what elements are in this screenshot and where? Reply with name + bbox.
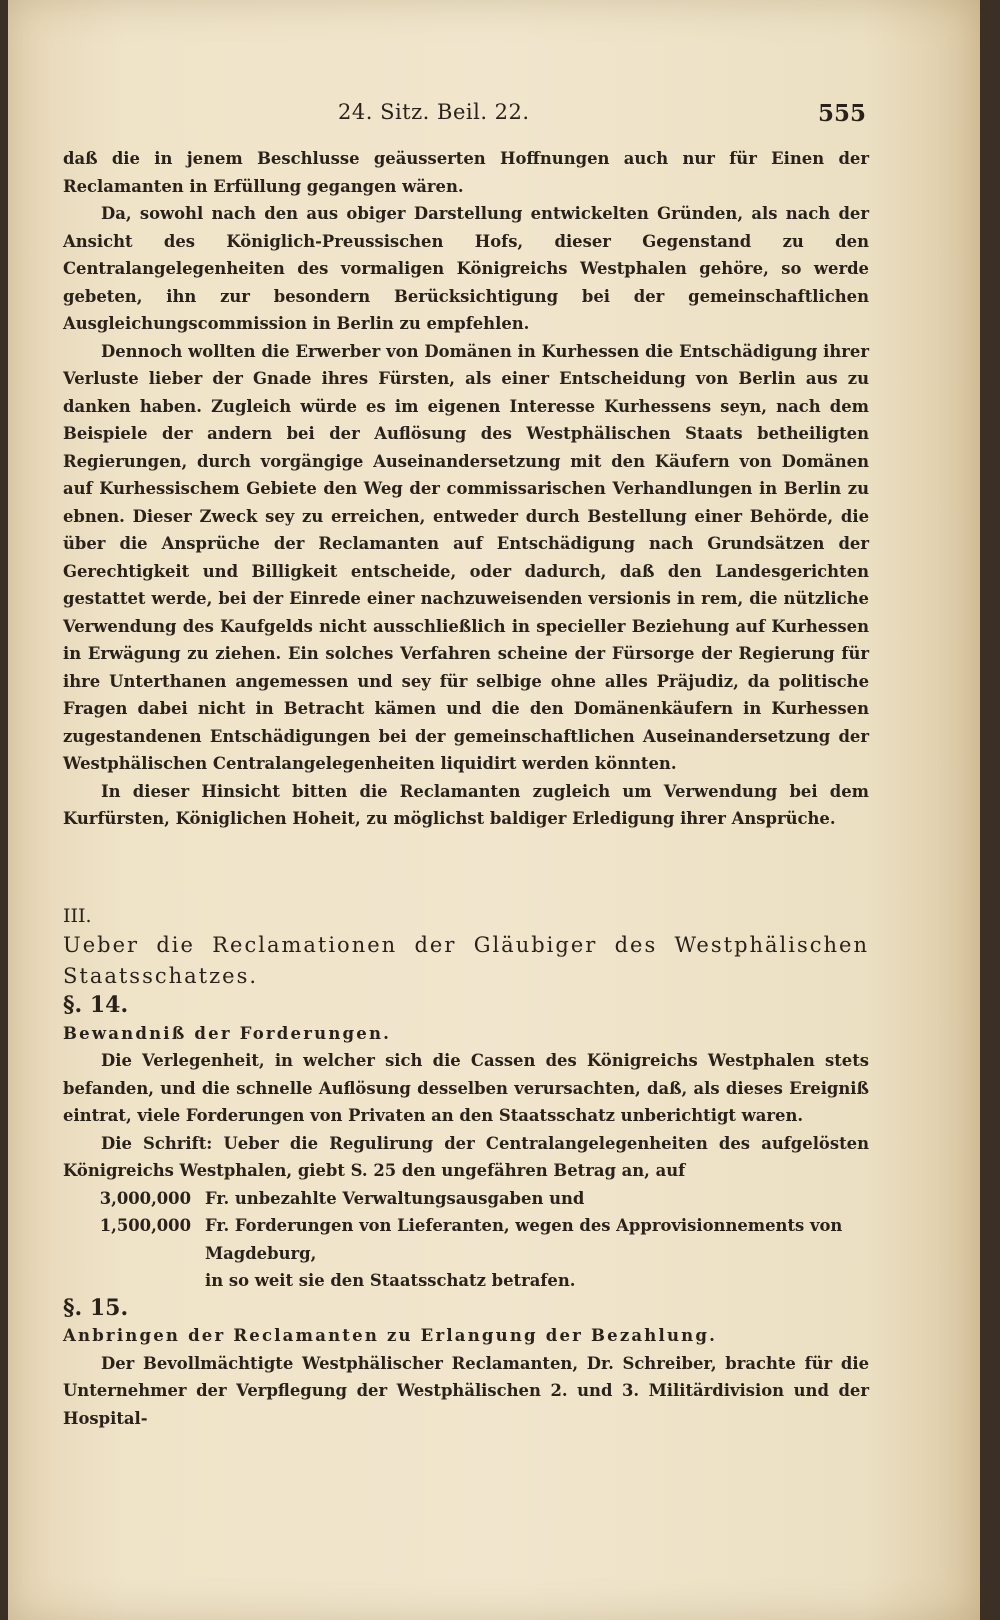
section-gap: [63, 833, 869, 903]
paragraph: Da, sowohl nach den aus obiger Darstellung entwickelten Gründen, als nach der Ansicht des Königlich-Preussischen Hofs, dieser Gegenstand zu den Centralangelegenheiten des vormaligen Königreichs Westphalen gehöre, so werde gebeten, ihn zur besondern Berücksichtigung bei der gemeinschaftlichen Ausgleichungscommission in Berlin zu empfehlen.: [63, 204, 869, 333]
list-item: [63, 1185, 869, 1213]
list-text: Fr. Forderungen von Lieferanten, wegen des Approvisionnements von Magdeburg,: [205, 1216, 843, 1263]
paragraph: Der Bevollmächtigte Westphälischer Reclamanten, Dr. Schreiber, brachte für die Unternehmer der Verpflegung der Westphälischen 2. und 3. Militärdivision und der Hospital-: [63, 1353, 869, 1428]
paragraph: In dieser Hinsicht bitten die Reclamanten zugleich um Verwendung bei dem Kurfürsten, Königlichen Hoheit, zu möglichst baldiger Erledigung ihrer Ansprüche.: [63, 781, 869, 828]
list-amount: 3,000,000: [99, 1188, 191, 1208]
paragraph-continuation: daß die in jenem Beschlusse geäusserten Hoffnungen auch nur für Einen der Reclamanten in Erfüllung gegangen wären.: [63, 149, 869, 196]
list-text: Fr. unbezahlte Verwaltungsausgaben und: [205, 1188, 585, 1208]
list-amount: 1,500,000: [99, 1216, 191, 1235]
list-item: [63, 1212, 869, 1267]
paragraph-sign-14: §. 14.: [63, 992, 129, 1018]
paragraph-sign-15: §. 15.: [63, 1294, 129, 1321]
body-text: [63, 145, 869, 1432]
paragraph-subheading: Bewandniß der Forderungen.: [63, 1023, 392, 1043]
page-header: [8, 100, 980, 132]
paragraph: Die Verlegenheit, in welcher sich die Cassen des Königreichs Westphalen stets befanden, und die schnelle Auflösung desselben verursachten, daß, als dieses Ereigniß eintrat, viele Forderungen von Privaten an den Staatsschatz unberichtigt waren.: [63, 1051, 869, 1125]
paragraph: Dennoch wollten die Erwerber von Domänen in Kurhessen die Entschädigung ihrer Verluste lieber der Gnade ihres Fürsten, als einer Entscheidung von Berlin aus zu danken haben. Zugleich würde es im eigenen Interesse Kurhessens seyn, nach dem Beispiele der andern bei der Auflösung des Westphälischen Staats betheiligten Regierungen, durch vorgängige Auseinandersetzung mit den Käufern von Domänen auf Kurhessischem Gebiete den Weg der commissarischen Verhandlungen in Berlin zu ebnen. Dieser Zweck sey zu erreichen, entweder durch Bestellung einer Behörde, die über die Ansprüche der Reclamanten auf Entschädigung nach Grundsätzen der Gerechtigkeit und Billigkeit entscheide, oder dadurch, daß den Landesgerichten gestattet werde, bei der Einrede einer nachzuweisenden versionis in rem, die nützliche Verwendung des Kaufgelds nicht ausschließlich in specieller Beziehung auf Kurhessen in Erwägung zu ziehen. Ein solches Verfahren scheine der Fürsorge der Regierung für ihre Unterthanen angemessen und sey für selbige ohne alles Präjudiz, da politische Fragen dabei nicht in Betracht kämen und die den Domänenkäufern in Kurhessen zugestandenen Entschädigungen bei der gemeinschaftlichen Auseinandersetzung der Westphälischen Centralangelegenheiten liquidirt werden könnten.: [63, 341, 869, 773]
section-numeral: III.: [63, 904, 92, 927]
page-number: 555: [818, 100, 867, 127]
list-continuation: in so weit sie den Staatsschatz betrafen.: [205, 1271, 576, 1290]
section-title: Ueber die Reclamationen der Gläubiger des Westphälischen Staatsschatzes.: [63, 933, 869, 988]
document-page: [8, 0, 980, 1620]
running-head: 24. Sitz. Beil. 22.: [338, 100, 530, 124]
paragraph-subheading: Anbringen der Reclamanten zu Erlangung der Bezahlung.: [63, 1326, 718, 1345]
paragraph: Die Schrift: Ueber die Regulirung der Centralangelegenheiten des aufgelösten Königreichs Westphalen, giebt S. 25 den ungefähren Betrag an, auf: [63, 1133, 869, 1180]
